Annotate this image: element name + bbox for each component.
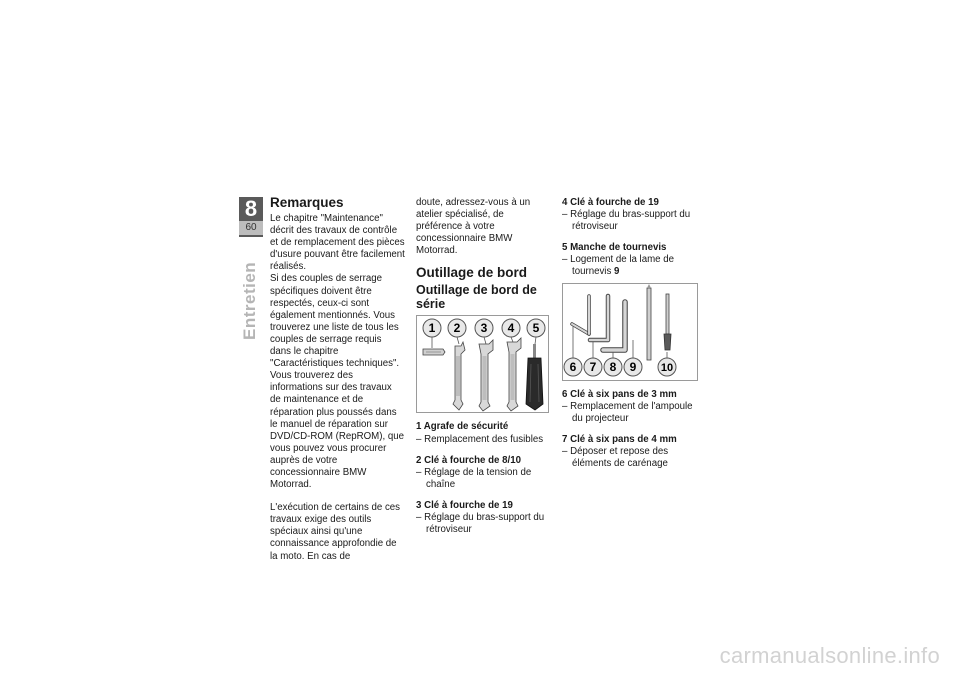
item-title-1: 1 Agrafe de sécurité <box>416 421 509 433</box>
list-item <box>562 242 697 278</box>
hex-key-3mm-icon <box>572 296 589 334</box>
list-item <box>416 455 551 491</box>
figure-label-6 <box>564 358 582 376</box>
watermark: carmanualsonline.info <box>719 643 940 668</box>
remarks-paragraph-4: L'exécution de certains de ces travaux exige des outils spéciaux ainsi qu'une connaissance approfondie de la moto. En cas de <box>270 502 401 562</box>
item-line-5-ref: 9 <box>614 266 620 278</box>
svg-text:1: 1 <box>428 321 436 336</box>
figure-label-7 <box>584 358 602 376</box>
figure-label-10 <box>658 358 676 376</box>
figure-label-9 <box>624 358 642 376</box>
item-title-5: 5 Manche de tournevis <box>562 242 667 254</box>
screwdriver-handle-icon <box>526 344 543 410</box>
item-line-5-text: – Logement de la lame de tournevis <box>562 254 675 278</box>
item-title-4: 4 Clé à fourche de 19 <box>562 197 659 208</box>
item-line-2: – Réglage de la tension de chaîne <box>416 466 532 490</box>
svg-text:8: 8 <box>609 359 617 374</box>
remarks-paragraph-3: Vous trouverez des informations sur des travaux de maintenance et de réparation plus poussés dans le manuel de réparation sur DVD/CD-ROM (RepROM), que vous pouvez vous procurer auprès de votre concessionnaire BMW Motorrad. <box>270 370 405 491</box>
item-title-6: 6 Clé à six pans de 3 mm <box>562 388 677 400</box>
item-line-5 <box>562 254 697 278</box>
svg-text:9: 9 <box>629 359 637 374</box>
toolkit-figure-2-svg <box>563 284 697 380</box>
remarks-paragraph-continued: doute, adressez-vous à un atelier spécialisé, de préférence à votre concessionnaire BMW Motorrad. <box>416 197 531 257</box>
column-toolkit-continued <box>562 197 697 479</box>
screwdriver-bit-icon <box>664 294 671 350</box>
svg-text:5: 5 <box>532 321 540 336</box>
column-toolkit <box>416 197 551 545</box>
list-item <box>416 421 551 445</box>
remarks-heading: Remarques <box>270 195 344 210</box>
item-title-7: 7 Clé à six pans de 4 mm <box>562 433 677 445</box>
toolkit-figure-1 <box>416 315 549 413</box>
svg-text:4: 4 <box>507 321 515 336</box>
remarks-paragraph-1: Le chapitre "Maintenance" décrit des travaux de contrôle et de remplacement des pièces d'usure pouvant être facilement réalisés. <box>270 213 405 273</box>
svg-text:7: 7 <box>589 359 597 374</box>
side-chapter-text: Entretien <box>240 261 259 340</box>
item-line-3: – Réglage du bras-support du rétroviseur <box>416 512 545 536</box>
figure-label-1 <box>423 319 441 337</box>
item-line-1: – Remplacement des fusibles <box>416 433 544 445</box>
hex-key-4mm-icon <box>590 296 608 340</box>
open-end-wrench-19-icon <box>479 340 493 411</box>
list-item <box>562 434 697 470</box>
column-remarks <box>270 195 405 574</box>
svg-text:2: 2 <box>453 321 461 336</box>
figure-label-4 <box>502 319 520 337</box>
item-line-7: – Déposer et repose des éléments de carénage <box>562 445 669 470</box>
open-end-wrench-19-second-icon <box>507 338 521 411</box>
security-clip-icon <box>423 349 445 355</box>
figure-label-8 <box>604 358 622 376</box>
list-item <box>562 389 697 425</box>
figure-label-3 <box>475 319 493 337</box>
toolkit-heading: Outillage de bord <box>416 265 528 281</box>
item-line-6: – Remplacement de l'ampoule du projecteur <box>562 400 693 424</box>
page-number: 60 <box>239 221 263 235</box>
chapter-marker <box>239 197 263 237</box>
figure-label-2 <box>448 319 466 337</box>
screwdriver-blade-icon <box>647 284 651 360</box>
item-title-3: 3 Clé à fourche de 19 <box>416 499 513 511</box>
chapter-number: 8 <box>244 196 258 221</box>
open-end-wrench-8-10-icon <box>453 342 465 410</box>
svg-text:3: 3 <box>480 321 488 336</box>
remarks-paragraph-2: Si des couples de serrage spécifiques doivent être respectés, ceux-ci sont également mentionnés. Vous trouverez une liste de tous les couples de serrage requis dans le chapitre "Caractéristiques techniques". <box>270 273 400 370</box>
toolkit-subheading: Outillage de bord de série <box>416 283 537 312</box>
svg-text:6: 6 <box>569 359 577 374</box>
figure-label-5 <box>527 319 545 337</box>
item-title-2: 2 Clé à fourche de 8/10 <box>416 454 521 466</box>
toolkit-figure-2 <box>562 283 698 381</box>
list-item <box>562 197 697 233</box>
toolkit-figure-1-svg <box>417 316 548 412</box>
item-line-4: – Réglage du bras-support du rétroviseur <box>562 209 691 233</box>
list-item <box>416 500 551 536</box>
svg-text:10: 10 <box>660 361 674 374</box>
